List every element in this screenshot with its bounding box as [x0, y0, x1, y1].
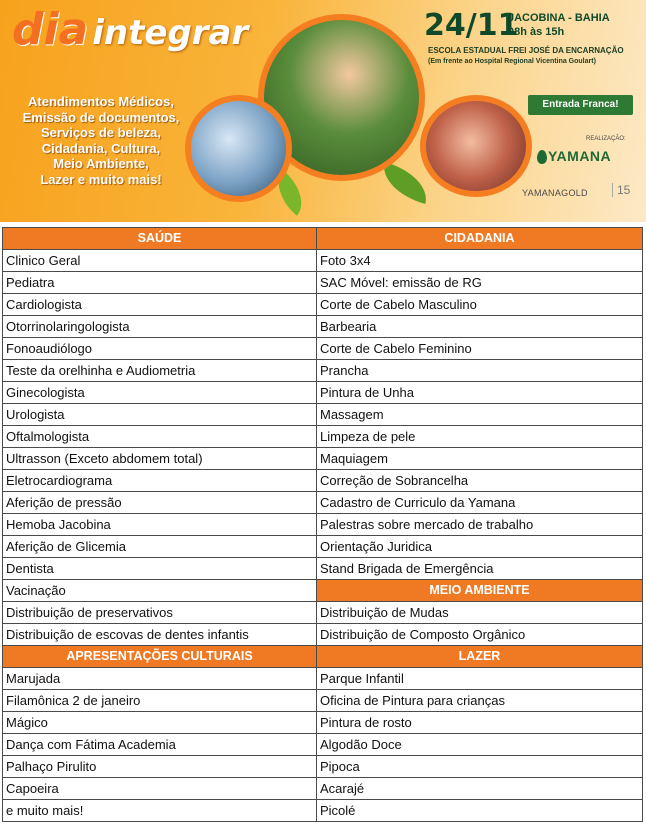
- table-cell: Cardiologista: [3, 294, 317, 316]
- table-cell: Teste da orelhinha e Audiometria: [3, 360, 317, 382]
- table-cell: Pipoca: [317, 756, 643, 778]
- table-row: [3, 514, 643, 536]
- service-line: Emissão de documentos,: [22, 109, 180, 125]
- yamana-logo: [534, 148, 611, 164]
- table-cell: Corte de Cabelo Masculino: [317, 294, 643, 316]
- section-header: APRESENTAÇÕES CULTURAIS: [3, 646, 317, 668]
- table-cell: Dentista: [3, 558, 317, 580]
- section-header: SAÚDE: [3, 228, 317, 250]
- table-cell: Vacinação: [3, 580, 317, 602]
- section-header: LAZER: [317, 646, 643, 668]
- table-cell: Foto 3x4: [317, 250, 643, 272]
- table-row: [3, 382, 643, 404]
- table-cell: Parque Infantil: [317, 668, 643, 690]
- table-row: [3, 734, 643, 756]
- table-cell: Dança com Fátima Academia: [3, 734, 317, 756]
- table-cell: Acarajé: [317, 778, 643, 800]
- logo-dia: dia: [12, 4, 89, 55]
- event-banner: [0, 0, 646, 222]
- table-cell: Pintura de Unha: [317, 382, 643, 404]
- table-cell: Aferição de Glicemia: [3, 536, 317, 558]
- table-row: [3, 250, 643, 272]
- table-cell: Ginecologista: [3, 382, 317, 404]
- services-table: [2, 227, 643, 822]
- table-cell: Urologista: [3, 404, 317, 426]
- table-cell: Barbearia: [317, 316, 643, 338]
- table-cell: Palhaço Pirulito: [3, 756, 317, 778]
- table-cell: Prancha: [317, 360, 643, 382]
- table-cell: Palestras sobre mercado de trabalho: [317, 514, 643, 536]
- event-date: [424, 8, 610, 43]
- table-cell: Pintura de rosto: [317, 712, 643, 734]
- table-cell: Fonoaudiólogo: [3, 338, 317, 360]
- table-row: [3, 690, 643, 712]
- table-row: [3, 602, 643, 624]
- table-cell: Hemoba Jacobina: [3, 514, 317, 536]
- table-row: [3, 558, 643, 580]
- table-cell: Marujada: [3, 668, 317, 690]
- event-city: JACOBINA - BAHIA: [508, 12, 610, 24]
- table-cell: Orientação Juridica: [317, 536, 643, 558]
- table-cell: e muito mais!: [3, 800, 317, 822]
- photo-child-face-painting: [420, 95, 532, 197]
- table-cell: Capoeira: [3, 778, 317, 800]
- table-row: [3, 338, 643, 360]
- table-row: [3, 448, 643, 470]
- yamana-logo-text: YAMANA: [548, 148, 612, 164]
- table-cell: Aferição de pressão: [3, 492, 317, 514]
- table-cell: Stand Brigada de Emergência: [317, 558, 643, 580]
- table-cell: Algodão Doce: [317, 734, 643, 756]
- table-row: [3, 426, 643, 448]
- dia-integrar-logo: [12, 4, 248, 55]
- table-cell: Cadastro de Curriculo da Yamana: [317, 492, 643, 514]
- event-venue-note: (Em frente ao Hospital Regional Vicentina Goulart): [428, 58, 596, 65]
- table-cell: Oftalmologista: [3, 426, 317, 448]
- table-row: [3, 712, 643, 734]
- services-list: [6, 94, 196, 187]
- table-cell: Eletrocardiograma: [3, 470, 317, 492]
- table-row: [3, 778, 643, 800]
- table-row: [3, 800, 643, 822]
- service-line: Cidadania, Cultura,: [41, 140, 161, 156]
- table-row: [3, 756, 643, 778]
- table-row: [3, 646, 643, 668]
- table-cell: Ultrasson (Exceto abdomem total): [3, 448, 317, 470]
- table-cell: Maquiagem: [317, 448, 643, 470]
- yamana-gold-logo: YAMANAGOLD: [522, 188, 588, 198]
- table-cell: Oficina de Pintura para crianças: [317, 690, 643, 712]
- table-cell: Distribuição de Mudas: [317, 602, 643, 624]
- service-line: Atendimentos Médicos,: [28, 94, 174, 109]
- table-row: [3, 272, 643, 294]
- logo-integrar: integrar: [92, 13, 249, 53]
- table-cell: Clinico Geral: [3, 250, 317, 272]
- table-cell: Otorrinolaringologista: [3, 316, 317, 338]
- section-header: CIDADANIA: [317, 228, 643, 250]
- service-line: Meio Ambiente,: [53, 156, 149, 171]
- table-cell: Distribuição de escovas de dentes infantis: [3, 624, 317, 646]
- table-cell: Pediatra: [3, 272, 317, 294]
- table-row: [3, 624, 643, 646]
- date-day: 24/11: [424, 8, 519, 43]
- years-badge: 15: [612, 183, 630, 197]
- table-cell: Distribuição de preservativos: [3, 602, 317, 624]
- event-venue: ESCOLA ESTADUAL FREI JOSÉ DA ENCARNAÇÃO: [428, 46, 624, 55]
- table-row: [3, 404, 643, 426]
- table-cell: Mágico: [3, 712, 317, 734]
- table-row: [3, 580, 643, 602]
- table-cell: Massagem: [317, 404, 643, 426]
- table-row: [3, 228, 643, 250]
- photo-medical-exam: [185, 95, 292, 202]
- table-cell: Filamônica 2 de janeiro: [3, 690, 317, 712]
- table-row: [3, 360, 643, 382]
- section-header: MEIO AMBIENTE: [317, 580, 643, 602]
- table-cell: SAC Móvel: emissão de RG: [317, 272, 643, 294]
- free-entry-badge: Entrada Franca!: [528, 95, 633, 115]
- event-hours: 08h às 15h: [508, 26, 565, 38]
- table-row: [3, 668, 643, 690]
- table-row: [3, 294, 643, 316]
- table-row: [3, 536, 643, 558]
- table-cell: Corte de Cabelo Feminino: [317, 338, 643, 360]
- table-row: [3, 492, 643, 514]
- table-row: [3, 316, 643, 338]
- service-line: Serviços de beleza,: [41, 125, 161, 140]
- table-cell: Limpeza de pele: [317, 426, 643, 448]
- table-cell: Picolé: [317, 800, 643, 822]
- table-row: [3, 470, 643, 492]
- table-cell: Correção de Sobrancelha: [317, 470, 643, 492]
- realizacao-label: REALIZAÇÃO:: [586, 136, 626, 142]
- table-cell: Distribuição de Composto Orgânico: [317, 624, 643, 646]
- service-line: Lazer e muito mais!: [40, 171, 162, 187]
